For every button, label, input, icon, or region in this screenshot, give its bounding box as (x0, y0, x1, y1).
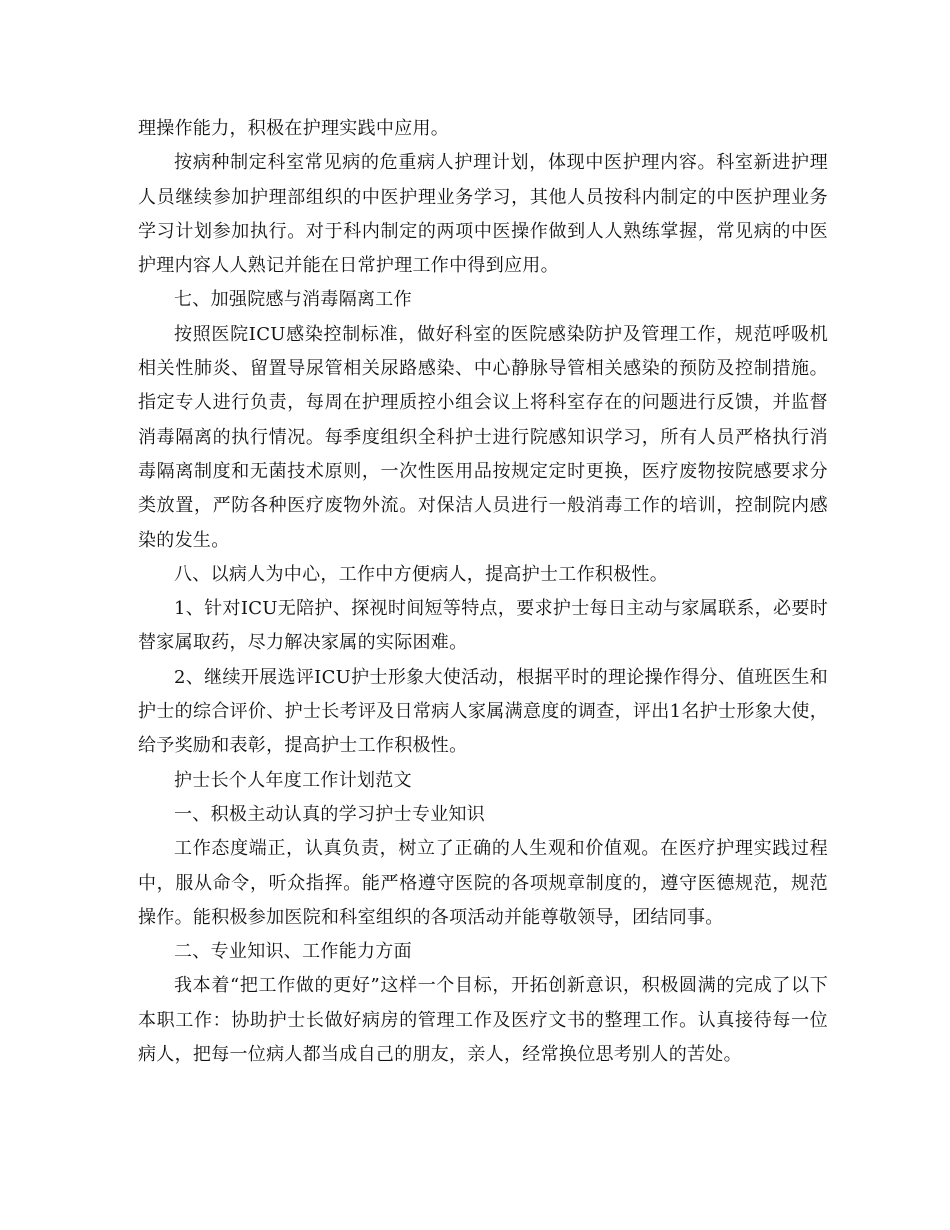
paragraph-continuation: 理操作能力，积极在护理实践中应用。 (138, 118, 450, 139)
list-item-2: 2、继续开展选评ICU护士形象大使活动，根据平时的理论操作得分、值班医生和护士的综合评价、护士长考评及日常病人家属满意度的调查，评出1名护士形象大使，给予奖励和表彰，提高护士工作积极性。 (138, 666, 828, 757)
document-page (138, 112, 828, 1072)
article-title: 护士长个人年度工作计划范文 (174, 769, 412, 791)
section-heading-infection-control: 七、加强院感与消毒隔离工作 (174, 289, 412, 311)
paragraph-infection-control: 按照医院ICU感染控制标准，做好科室的医院感染防护及管理工作，规范呼吸机相关性肺炎、留置导尿管相关尿路感染、中心静脉导管相关感染的预防及控制措施。指定专人进行负责，每周在护理质控小组会议上将科室存在的问题进行反馈，并监督消毒隔离的执行情况。每季度组织全科护士进行院感知识学习，所有人员严格执行消毒隔离制度和无菌技术原则，一次性医用品按规定定时更换，医疗废物按院感要求分类放置，严防各种医疗废物外流。对保洁人员进行一般消毒工作的培训，控制院内感染的发生。 (138, 323, 828, 551)
paragraph-care-plan: 按病种制定科室常见病的危重病人护理计划，体现中医护理内容。科室新进护理人员继续参加护理部组织的中医护理业务学习，其他人员按科内制定的中医护理业务学习计划参加执行。对于科内制定的两项中医操作做到人人熟练掌握，常见病的中医护理内容人人熟记并能在日常护理工作中得到应用。 (138, 152, 828, 277)
section-heading-patient-centered: 八、以病人为中心，工作中方便病人，提高护士工作积极性。 (174, 563, 669, 585)
paragraph-work-attitude: 工作态度端正，认真负责，树立了正确的人生观和价值观。在医疗护理实践过程中，服从命令，听众指挥。能严格遵守医院的各项规章制度的，遵守医德规范，规范操作。能积极参加医院和科室组织的各项活动并能尊敬领导，团结同事。 (138, 838, 828, 928)
section-heading-study: 一、积极主动认真的学习护士专业知识 (174, 803, 486, 825)
section-heading-professional: 二、专业知识、工作能力方面 (174, 941, 412, 963)
paragraph-duties: 我本着“把工作做的更好”这样一个目标，开拓创新意识，积极圆满的完成了以下本职工作：协助护士长做好病房的管理工作及医疗文书的整理工作。认真接待每一位病人，把每一位病人都当成自己的朋友，亲人，经常换位思考别人的苦处。 (138, 975, 828, 1066)
list-item-1: 1、针对ICU无陪护、探视时间短等特点，要求护士每日主动与家属联系，必要时替家属取药，尽力解决家属的实际困难。 (138, 598, 828, 654)
